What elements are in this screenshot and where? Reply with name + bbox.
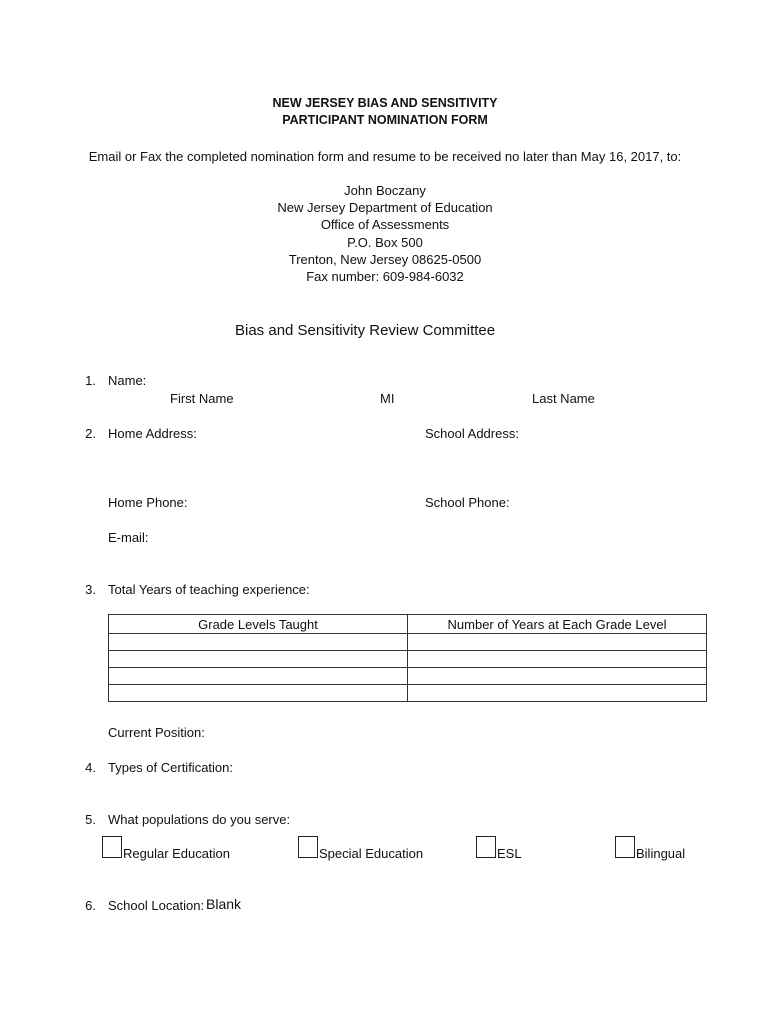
q6-number: 6. bbox=[85, 898, 96, 913]
instruction-text: Email or Fax the completed nomination form and resume to be received no later than May 16, 2017, to: bbox=[88, 149, 682, 164]
form-title-line2: PARTICIPANT NOMINATION FORM bbox=[282, 113, 488, 127]
years-per-grade-header: Number of Years at Each Grade Level bbox=[408, 615, 707, 634]
esl-checkbox[interactable] bbox=[476, 836, 496, 858]
school-location-value[interactable]: Blank bbox=[206, 896, 242, 912]
mi-label: MI bbox=[380, 391, 395, 406]
special-education-checkbox[interactable] bbox=[298, 836, 318, 858]
grade-level-cell[interactable] bbox=[109, 651, 408, 668]
form-title-line1: NEW JERSEY BIAS AND SENSITIVITY bbox=[272, 96, 498, 110]
special-education-label: Special Education bbox=[319, 846, 424, 861]
home-phone-label: Home Phone: bbox=[108, 495, 188, 510]
esl-label: ESL bbox=[497, 846, 522, 861]
home-address-label: Home Address: bbox=[108, 426, 197, 441]
address-office: Office of Assessments bbox=[320, 217, 450, 232]
years-cell[interactable] bbox=[408, 634, 707, 651]
q3-number: 3. bbox=[85, 582, 96, 597]
table-row bbox=[109, 685, 707, 702]
grade-level-cell[interactable] bbox=[109, 685, 408, 702]
years-cell[interactable] bbox=[408, 685, 707, 702]
grade-level-cell[interactable] bbox=[109, 668, 408, 685]
regular-education-label: Regular Education bbox=[123, 846, 230, 861]
grade-levels-table bbox=[108, 614, 707, 702]
table-row bbox=[109, 668, 707, 685]
bilingual-label: Bilingual bbox=[636, 846, 686, 861]
email-label: E-mail: bbox=[108, 530, 149, 545]
table-row bbox=[109, 634, 707, 651]
first-name-label: First Name bbox=[170, 391, 234, 406]
address-department: New Jersey Department of Education bbox=[277, 200, 493, 215]
school-address-label: School Address: bbox=[425, 426, 519, 441]
q1-label: Name: bbox=[108, 373, 147, 388]
address-name: John Boczany bbox=[344, 183, 426, 198]
address-fax: Fax number: 609-984-6032 bbox=[306, 269, 464, 284]
grade-levels-header: Grade Levels Taught bbox=[109, 615, 408, 634]
address-po-box: P.O. Box 500 bbox=[347, 235, 423, 250]
address-city: Trenton, New Jersey 08625-0500 bbox=[288, 252, 482, 267]
years-cell[interactable] bbox=[408, 651, 707, 668]
q5-number: 5. bbox=[85, 812, 96, 827]
populations-label: What populations do you serve: bbox=[108, 812, 291, 827]
current-position-label: Current Position: bbox=[108, 725, 205, 740]
certification-label: Types of Certification: bbox=[108, 760, 233, 775]
last-name-label: Last Name bbox=[532, 391, 595, 406]
committee-heading: Bias and Sensitivity Review Committee bbox=[235, 322, 496, 339]
q1-number: 1. bbox=[85, 373, 96, 388]
q4-number: 4. bbox=[85, 760, 96, 775]
table-row bbox=[109, 651, 707, 668]
years-cell[interactable] bbox=[408, 668, 707, 685]
regular-education-checkbox[interactable] bbox=[102, 836, 122, 858]
school-location-label: School Location: bbox=[108, 898, 205, 913]
table-header-row bbox=[109, 615, 707, 634]
q2-number: 2. bbox=[85, 426, 96, 441]
bilingual-checkbox[interactable] bbox=[615, 836, 635, 858]
teaching-experience-label: Total Years of teaching experience: bbox=[108, 582, 310, 597]
grade-level-cell[interactable] bbox=[109, 634, 408, 651]
school-phone-label: School Phone: bbox=[425, 495, 510, 510]
